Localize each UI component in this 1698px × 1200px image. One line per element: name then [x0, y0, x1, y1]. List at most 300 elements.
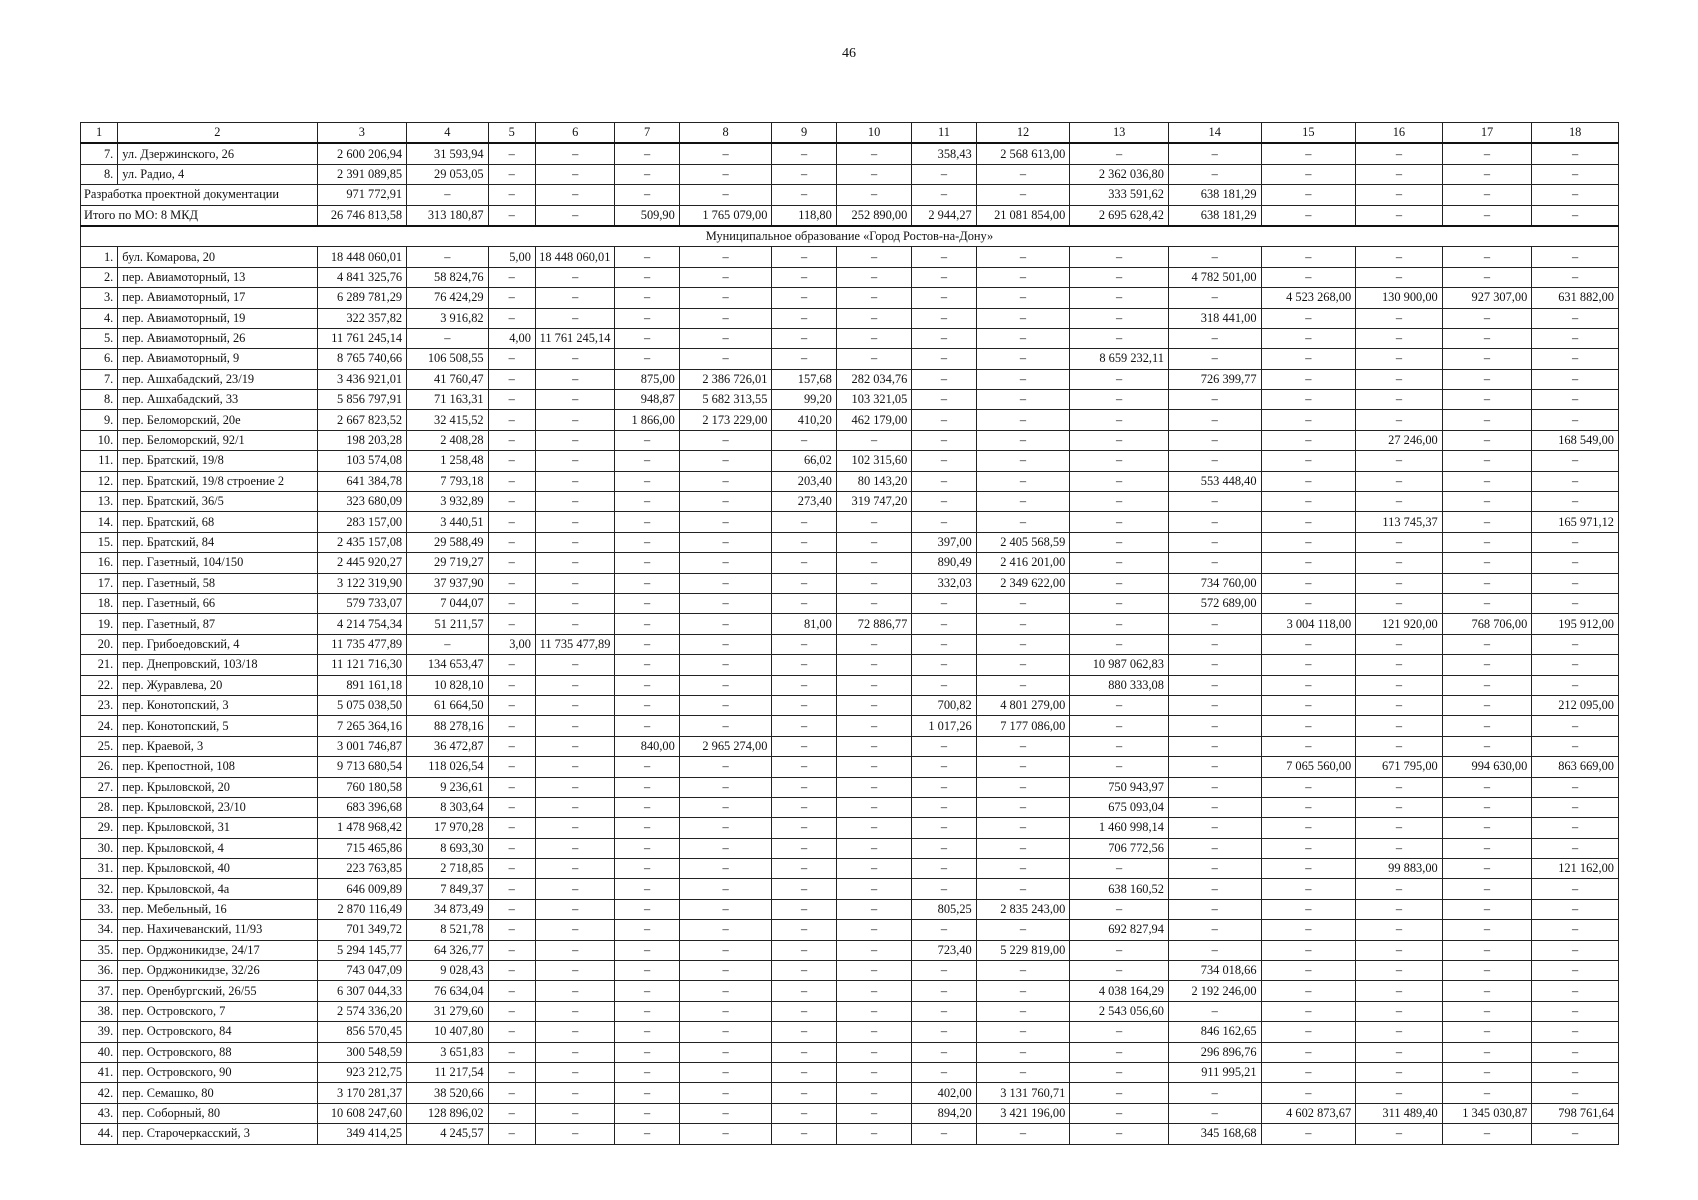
value-cell: 21 081 854,00 [976, 205, 1070, 226]
value-cell: 880 333,08 [1070, 675, 1169, 695]
address-cell: пер. Ашхабадский, 23/19 [118, 369, 317, 389]
value-cell: 2 391 089,85 [317, 164, 407, 184]
column-number-cell: 11 [912, 123, 976, 144]
value-cell: – [488, 410, 535, 430]
value-cell: – [1532, 593, 1619, 613]
value-cell: – [679, 614, 772, 634]
value-cell: – [1070, 1042, 1169, 1062]
value-cell: – [488, 308, 535, 328]
value-cell: – [1261, 593, 1356, 613]
value-cell: – [912, 797, 976, 817]
value-cell: – [976, 267, 1070, 287]
value-cell: – [1070, 899, 1169, 919]
value-cell: – [679, 859, 772, 879]
value-cell: – [615, 1042, 679, 1062]
value-cell: – [772, 634, 836, 654]
value-cell: – [535, 1001, 615, 1021]
value-cell: – [1442, 512, 1532, 532]
value-cell: 2 405 568,59 [976, 532, 1070, 552]
value-cell: – [1070, 143, 1169, 164]
value-cell: – [615, 879, 679, 899]
value-cell: – [912, 859, 976, 879]
table-row [81, 1001, 1619, 1021]
value-cell: – [1261, 1042, 1356, 1062]
value-cell: – [1442, 267, 1532, 287]
value-cell: – [615, 1062, 679, 1082]
value-cell: – [1356, 492, 1443, 512]
address-cell: пер. Газетный, 58 [118, 573, 317, 593]
table-row [81, 308, 1619, 328]
value-cell: – [836, 593, 911, 613]
value-cell: 7 793,18 [407, 471, 489, 491]
value-cell: – [1532, 981, 1619, 1001]
value-cell: 103 574,08 [317, 451, 407, 471]
value-cell: 5 075 038,50 [317, 695, 407, 715]
row-index: 31. [81, 859, 118, 879]
address-cell: пер. Газетный, 87 [118, 614, 317, 634]
value-cell: – [772, 899, 836, 919]
value-cell: 1 765 079,00 [679, 205, 772, 226]
value-cell: – [836, 1083, 911, 1103]
value-cell: 641 384,78 [317, 471, 407, 491]
value-cell: – [615, 940, 679, 960]
value-cell: – [1168, 553, 1261, 573]
value-cell: – [836, 1001, 911, 1021]
value-cell: 323 680,09 [317, 492, 407, 512]
value-cell: – [1442, 593, 1532, 613]
value-cell: – [1261, 879, 1356, 899]
value-cell: – [488, 675, 535, 695]
value-cell: – [1532, 961, 1619, 981]
column-number-cell: 9 [772, 123, 836, 144]
value-cell: 840,00 [615, 736, 679, 756]
value-cell: 579 733,07 [317, 593, 407, 613]
value-cell: 3 440,51 [407, 512, 489, 532]
value-cell: – [1070, 451, 1169, 471]
value-cell: – [1261, 451, 1356, 471]
value-cell: – [1168, 1103, 1261, 1123]
value-cell: – [1532, 267, 1619, 287]
value-cell: 2 192 246,00 [1168, 981, 1261, 1001]
value-cell: – [488, 390, 535, 410]
row-index: 30. [81, 838, 118, 858]
value-cell: – [772, 736, 836, 756]
value-cell: – [912, 267, 976, 287]
value-cell: – [1261, 859, 1356, 879]
value-cell: 3 916,82 [407, 308, 489, 328]
value-cell: 130 900,00 [1356, 288, 1443, 308]
value-cell: – [1261, 1001, 1356, 1021]
address-cell: пер. Островского, 88 [118, 1042, 317, 1062]
value-cell: – [912, 247, 976, 267]
value-cell: – [535, 492, 615, 512]
value-cell: – [488, 512, 535, 532]
value-cell: 671 795,00 [1356, 757, 1443, 777]
value-cell: 994 630,00 [1442, 757, 1532, 777]
value-cell: – [772, 1124, 836, 1144]
row-index: 10. [81, 430, 118, 450]
value-cell: – [1442, 899, 1532, 919]
value-cell: – [615, 451, 679, 471]
row-index: 1. [81, 247, 118, 267]
value-cell: – [679, 349, 772, 369]
value-cell: 2 445 920,27 [317, 553, 407, 573]
value-cell: 750 943,97 [1070, 777, 1169, 797]
value-cell: – [1070, 593, 1169, 613]
address-cell: пер. Газетный, 66 [118, 593, 317, 613]
row-index: 21. [81, 655, 118, 675]
value-cell: – [679, 1083, 772, 1103]
value-cell: – [1070, 430, 1169, 450]
value-cell: – [836, 288, 911, 308]
value-cell: – [488, 1083, 535, 1103]
value-cell: 7 044,07 [407, 593, 489, 613]
address-cell: пер. Орджоникидзе, 32/26 [118, 961, 317, 981]
value-cell: – [535, 695, 615, 715]
value-cell: 553 448,40 [1168, 471, 1261, 491]
value-cell: 113 745,37 [1356, 512, 1443, 532]
value-cell: – [1261, 390, 1356, 410]
value-cell: – [1261, 961, 1356, 981]
value-cell: – [679, 757, 772, 777]
value-cell: 462 179,00 [836, 410, 911, 430]
value-cell: 2 408,28 [407, 430, 489, 450]
table-row [81, 716, 1619, 736]
address-cell: бул. Комарова, 20 [118, 247, 317, 267]
address-cell: пер. Оренбургский, 26/55 [118, 981, 317, 1001]
value-cell: – [912, 349, 976, 369]
address-cell: пер. Братский, 84 [118, 532, 317, 552]
value-cell: – [1168, 390, 1261, 410]
value-cell: 27 246,00 [1356, 430, 1443, 450]
value-cell: – [1532, 1124, 1619, 1144]
value-cell: 798 761,64 [1532, 1103, 1619, 1123]
value-cell: – [1070, 859, 1169, 879]
value-cell: – [912, 492, 976, 512]
value-cell: – [488, 961, 535, 981]
value-cell: – [1532, 838, 1619, 858]
value-cell: – [836, 879, 911, 899]
value-cell: – [535, 1062, 615, 1082]
value-cell: – [912, 675, 976, 695]
table-row [81, 859, 1619, 879]
value-cell: 700,82 [912, 695, 976, 715]
value-cell: – [535, 471, 615, 491]
address-cell: пер. Братский, 19/8 строение 2 [118, 471, 317, 491]
value-cell: – [535, 879, 615, 899]
value-cell: – [1261, 247, 1356, 267]
value-cell: – [1442, 349, 1532, 369]
value-cell: 18 448 060,01 [317, 247, 407, 267]
table-row [81, 736, 1619, 756]
value-cell: – [615, 614, 679, 634]
value-cell: 5 229 819,00 [976, 940, 1070, 960]
value-cell: – [836, 757, 911, 777]
value-cell: – [836, 553, 911, 573]
value-cell: – [1261, 471, 1356, 491]
value-cell: – [1168, 430, 1261, 450]
value-cell: – [976, 185, 1070, 205]
value-cell: – [1356, 716, 1443, 736]
value-cell: – [1356, 532, 1443, 552]
value-cell: – [912, 328, 976, 348]
value-cell: – [772, 512, 836, 532]
value-cell: 402,00 [912, 1083, 976, 1103]
value-cell: 2 667 823,52 [317, 410, 407, 430]
value-cell: – [1356, 471, 1443, 491]
value-cell: – [1356, 593, 1443, 613]
value-cell: – [1070, 553, 1169, 573]
value-cell: 863 669,00 [1532, 757, 1619, 777]
value-cell: – [615, 430, 679, 450]
value-cell: – [679, 328, 772, 348]
value-cell: – [488, 349, 535, 369]
value-cell: – [1261, 143, 1356, 164]
value-cell: – [976, 777, 1070, 797]
value-cell: – [1532, 920, 1619, 940]
value-cell: – [772, 879, 836, 899]
value-cell: 311 489,40 [1356, 1103, 1443, 1123]
value-cell: 51 211,57 [407, 614, 489, 634]
value-cell: 3 131 760,71 [976, 1083, 1070, 1103]
value-cell: – [1442, 451, 1532, 471]
value-cell: – [1261, 553, 1356, 573]
value-cell: 3 004 118,00 [1261, 614, 1356, 634]
estimate-table [80, 122, 1619, 1145]
value-cell: – [679, 164, 772, 184]
summary-label: Разработка проектной документации [81, 185, 318, 205]
row-index: 18. [81, 593, 118, 613]
value-cell: – [976, 675, 1070, 695]
value-cell: – [1532, 1083, 1619, 1103]
value-cell: – [836, 1042, 911, 1062]
value-cell: 911 995,21 [1168, 1062, 1261, 1082]
value-cell: – [976, 492, 1070, 512]
value-cell: – [615, 288, 679, 308]
value-cell: – [836, 1103, 911, 1123]
table-row [81, 940, 1619, 960]
table-row [81, 757, 1619, 777]
value-cell: – [615, 797, 679, 817]
table-row [81, 797, 1619, 817]
summary-row [81, 185, 1619, 205]
value-cell: – [1532, 369, 1619, 389]
value-cell: 38 520,66 [407, 1083, 489, 1103]
value-cell: – [772, 349, 836, 369]
value-cell: – [976, 349, 1070, 369]
value-cell: – [1168, 797, 1261, 817]
value-cell: 2 870 116,49 [317, 899, 407, 919]
value-cell: – [615, 143, 679, 164]
table-row [81, 1124, 1619, 1144]
value-cell: – [615, 247, 679, 267]
value-cell: – [1356, 247, 1443, 267]
value-cell: – [1532, 471, 1619, 491]
value-cell: 8 303,64 [407, 797, 489, 817]
value-cell: – [1070, 1124, 1169, 1144]
value-cell: – [535, 940, 615, 960]
value-cell: – [1261, 492, 1356, 512]
value-cell: 11 735 477,89 [317, 634, 407, 654]
row-index: 44. [81, 1124, 118, 1144]
value-cell: 7 177 086,00 [976, 716, 1070, 736]
value-cell: 2 386 726,01 [679, 369, 772, 389]
address-cell: пер. Соборный, 80 [118, 1103, 317, 1123]
value-cell: – [535, 675, 615, 695]
value-cell: – [1261, 410, 1356, 430]
value-cell: 66,02 [772, 451, 836, 471]
value-cell: – [1356, 879, 1443, 899]
value-cell: – [535, 1124, 615, 1144]
value-cell: – [488, 1103, 535, 1123]
table-row [81, 1083, 1619, 1103]
value-cell: – [488, 1124, 535, 1144]
value-cell: – [1532, 1042, 1619, 1062]
value-cell: 760 180,58 [317, 777, 407, 797]
value-cell: 856 570,45 [317, 1022, 407, 1042]
value-cell: – [615, 818, 679, 838]
value-cell: – [1070, 410, 1169, 430]
value-cell: – [679, 1042, 772, 1062]
value-cell: 7 849,37 [407, 879, 489, 899]
value-cell: – [1532, 553, 1619, 573]
value-cell: – [836, 308, 911, 328]
value-cell: – [912, 614, 976, 634]
value-cell: – [1356, 655, 1443, 675]
value-cell: – [488, 777, 535, 797]
address-cell: пер. Орджоникидзе, 24/17 [118, 940, 317, 960]
value-cell: – [976, 1042, 1070, 1062]
value-cell: – [535, 859, 615, 879]
value-cell: – [1261, 838, 1356, 858]
value-cell: 31 279,60 [407, 1001, 489, 1021]
value-cell: – [488, 1001, 535, 1021]
page-number: 46 [842, 46, 856, 61]
value-cell: 99,20 [772, 390, 836, 410]
value-cell: 9 713 680,54 [317, 757, 407, 777]
value-cell: – [836, 532, 911, 552]
table-row [81, 573, 1619, 593]
value-cell: – [488, 593, 535, 613]
value-cell: – [1070, 1062, 1169, 1082]
value-cell: – [535, 512, 615, 532]
value-cell: – [836, 634, 911, 654]
row-index: 25. [81, 736, 118, 756]
value-cell: – [1261, 655, 1356, 675]
value-cell: – [912, 838, 976, 858]
value-cell: 64 326,77 [407, 940, 489, 960]
value-cell: – [1168, 451, 1261, 471]
row-index: 34. [81, 920, 118, 940]
value-cell: 118,80 [772, 205, 836, 226]
value-cell: – [1070, 573, 1169, 593]
value-cell: – [836, 655, 911, 675]
table-row [81, 695, 1619, 715]
address-cell: пер. Островского, 7 [118, 1001, 317, 1021]
value-cell: – [1442, 1042, 1532, 1062]
value-cell: 701 349,72 [317, 920, 407, 940]
address-cell: пер. Островского, 90 [118, 1062, 317, 1082]
value-cell: 358,43 [912, 143, 976, 164]
value-cell: – [615, 553, 679, 573]
value-cell: – [1168, 859, 1261, 879]
value-cell: – [535, 757, 615, 777]
value-cell: – [1168, 634, 1261, 654]
value-cell: – [772, 981, 836, 1001]
column-number-cell: 7 [615, 123, 679, 144]
value-cell: – [976, 328, 1070, 348]
value-cell: – [1532, 349, 1619, 369]
value-cell: – [836, 430, 911, 450]
value-cell: – [1261, 267, 1356, 287]
value-cell: – [1442, 1001, 1532, 1021]
value-cell: – [488, 185, 535, 205]
value-cell: – [1442, 410, 1532, 430]
value-cell: 1 345 030,87 [1442, 1103, 1532, 1123]
table-row [81, 614, 1619, 634]
value-cell: – [615, 349, 679, 369]
value-cell: 17 970,28 [407, 818, 489, 838]
value-cell: – [836, 981, 911, 1001]
address-cell: пер. Авиамоторный, 9 [118, 349, 317, 369]
row-index: 23. [81, 695, 118, 715]
value-cell: 99 883,00 [1356, 859, 1443, 879]
value-cell: – [976, 390, 1070, 410]
value-cell: – [488, 757, 535, 777]
value-cell: – [615, 899, 679, 919]
address-cell: пер. Крыловской, 40 [118, 859, 317, 879]
value-cell: 106 508,55 [407, 349, 489, 369]
table-row [81, 410, 1619, 430]
value-cell: 971 772,91 [317, 185, 407, 205]
value-cell: – [488, 838, 535, 858]
value-cell: – [1442, 185, 1532, 205]
value-cell: – [535, 961, 615, 981]
value-cell: – [912, 961, 976, 981]
value-cell: – [1168, 328, 1261, 348]
value-cell: 332,03 [912, 573, 976, 593]
value-cell: – [1356, 1022, 1443, 1042]
value-cell: – [976, 1062, 1070, 1082]
value-cell: – [912, 1062, 976, 1082]
table-row [81, 675, 1619, 695]
value-cell: – [976, 430, 1070, 450]
column-number-cell: 4 [407, 123, 489, 144]
value-cell: – [615, 961, 679, 981]
value-cell: – [1532, 247, 1619, 267]
value-cell: – [488, 818, 535, 838]
value-cell: – [976, 164, 1070, 184]
value-cell: – [836, 940, 911, 960]
value-cell: – [976, 451, 1070, 471]
value-cell: – [772, 695, 836, 715]
value-cell: – [679, 920, 772, 940]
value-cell: 2 944,27 [912, 205, 976, 226]
table-row [81, 553, 1619, 573]
value-cell: – [1261, 940, 1356, 960]
value-cell: – [1532, 818, 1619, 838]
column-number-cell: 14 [1168, 123, 1261, 144]
value-cell: 345 168,68 [1168, 1124, 1261, 1144]
value-cell: 948,87 [615, 390, 679, 410]
row-index: 36. [81, 961, 118, 981]
value-cell: – [912, 185, 976, 205]
value-cell: – [1168, 614, 1261, 634]
value-cell: – [1168, 818, 1261, 838]
value-cell: 273,40 [772, 492, 836, 512]
value-cell: – [772, 430, 836, 450]
value-cell: – [679, 838, 772, 858]
